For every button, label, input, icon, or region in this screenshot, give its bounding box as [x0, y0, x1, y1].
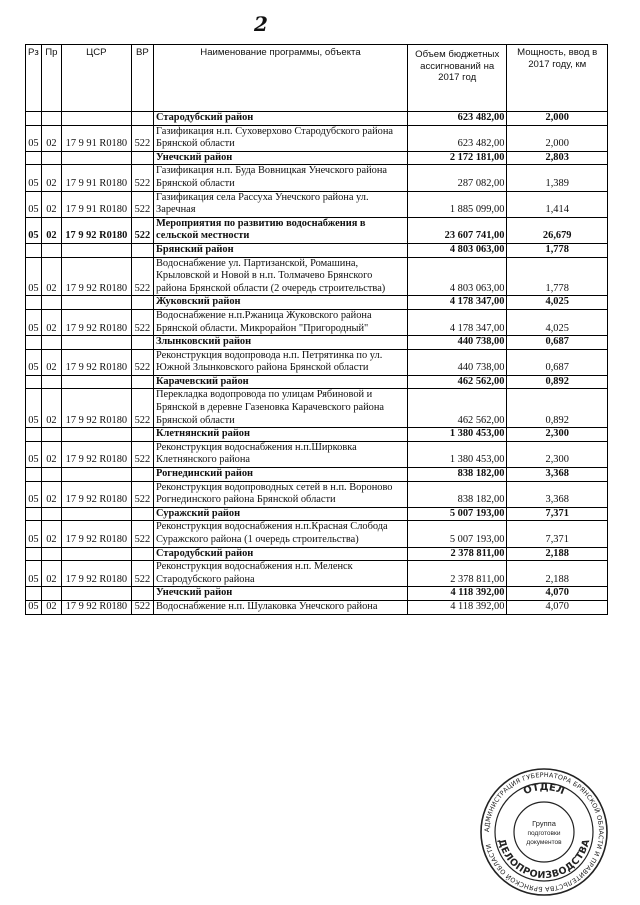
- cell-csr: 17 9 92 R0180: [61, 389, 131, 428]
- page-number: 2: [254, 12, 268, 36]
- table-row-object: [26, 561, 608, 587]
- cell-volume: 5 007 193,00: [407, 507, 506, 521]
- cell-volume: 2 172 181,00: [407, 151, 506, 165]
- cell-name: Суражский район: [154, 507, 408, 521]
- cell-pr: 02: [41, 257, 61, 296]
- cell-vr: [131, 547, 153, 561]
- cell-volume: 1 885 099,00: [407, 191, 506, 217]
- cell-name: Газификация н.п. Суховерхово Стародубского района Брянской области: [154, 125, 408, 151]
- table-row-object: [26, 125, 608, 151]
- cell-volume: 23 607 741,00: [407, 217, 506, 243]
- cell-name: Реконструкция водоснабжения н.п.Красная Слобода Суражского района (1 очередь строительства): [154, 521, 408, 547]
- cell-csr: 17 9 92 R0180: [61, 481, 131, 507]
- table-row-object: [26, 349, 608, 375]
- cell-name: Злынковский район: [154, 336, 408, 350]
- cell-rz: [26, 243, 42, 257]
- department-stamp: [478, 766, 610, 898]
- table-row-district: [26, 547, 608, 561]
- cell-pr: 02: [41, 191, 61, 217]
- header-power: Мощность, ввод в 2017 году, км: [507, 45, 608, 112]
- cell-csr: [61, 296, 131, 310]
- cell-volume: 838 182,00: [407, 468, 506, 482]
- cell-pr: 02: [41, 125, 61, 151]
- cell-csr: 17 9 91 R0180: [61, 125, 131, 151]
- cell-volume: 1 380 453,00: [407, 441, 506, 467]
- cell-name: Водоснабжение н.п. Шулаковка Унечского района: [154, 600, 408, 614]
- cell-volume: 4 803 063,00: [407, 257, 506, 296]
- cell-rz: [26, 587, 42, 601]
- table-row-district: [26, 151, 608, 165]
- cell-pr: [41, 243, 61, 257]
- cell-vr: 522: [131, 191, 153, 217]
- cell-vr: [131, 151, 153, 165]
- cell-rz: [26, 547, 42, 561]
- cell-rz: 05: [26, 600, 42, 614]
- table-row-district: [26, 428, 608, 442]
- cell-volume: 4 803 063,00: [407, 243, 506, 257]
- cell-pr: [41, 587, 61, 601]
- cell-rz: 05: [26, 561, 42, 587]
- cell-rz: [26, 375, 42, 389]
- cell-pr: [41, 151, 61, 165]
- svg-text:подготовки: подготовки: [527, 830, 561, 837]
- cell-volume: 623 482,00: [407, 112, 506, 126]
- cell-name: Газификация села Рассуха Унечского района ул. Заречная: [154, 191, 408, 217]
- cell-rz: [26, 112, 42, 126]
- table-row-district: [26, 112, 608, 126]
- cell-power: 7,371: [507, 521, 608, 547]
- cell-rz: 05: [26, 309, 42, 335]
- cell-vr: [131, 243, 153, 257]
- svg-text:ДЕЛОПРОИЗВОДСТВА: ДЕЛОПРОИЗВОДСТВА: [495, 837, 593, 882]
- table-row-district: [26, 336, 608, 350]
- cell-csr: [61, 112, 131, 126]
- cell-rz: [26, 336, 42, 350]
- cell-rz: 05: [26, 165, 42, 191]
- cell-name: Мероприятия по развитию водоснабжения в сельской местности: [154, 217, 408, 243]
- cell-name: Рогнединский район: [154, 468, 408, 482]
- cell-power: 2,000: [507, 112, 608, 126]
- header-name: Наименование программы, объекта: [154, 45, 408, 112]
- header-volume: Объем бюджетных ассигнований на 2017 год: [407, 45, 506, 112]
- cell-rz: 05: [26, 349, 42, 375]
- cell-csr: 17 9 92 R0180: [61, 349, 131, 375]
- cell-volume: 287 082,00: [407, 165, 506, 191]
- cell-power: 2,300: [507, 428, 608, 442]
- cell-name: Стародубский район: [154, 112, 408, 126]
- table-row-object: [26, 600, 608, 614]
- cell-csr: 17 9 92 R0180: [61, 257, 131, 296]
- cell-vr: [131, 428, 153, 442]
- cell-volume: 623 482,00: [407, 125, 506, 151]
- cell-volume: 440 738,00: [407, 336, 506, 350]
- table-row-object: [26, 441, 608, 467]
- cell-csr: 17 9 92 R0180: [61, 521, 131, 547]
- cell-name: Карачевский район: [154, 375, 408, 389]
- cell-name: Жуковский район: [154, 296, 408, 310]
- header-rz: Рз: [26, 45, 42, 112]
- cell-csr: 17 9 92 R0180: [61, 600, 131, 614]
- cell-volume: 462 562,00: [407, 389, 506, 428]
- cell-rz: [26, 296, 42, 310]
- cell-vr: [131, 507, 153, 521]
- table-row-object: [26, 481, 608, 507]
- cell-volume: 462 562,00: [407, 375, 506, 389]
- cell-vr: [131, 587, 153, 601]
- cell-power: 1,389: [507, 165, 608, 191]
- cell-volume: 4 178 347,00: [407, 309, 506, 335]
- cell-name: Брянский район: [154, 243, 408, 257]
- cell-vr: [131, 336, 153, 350]
- cell-vr: 522: [131, 521, 153, 547]
- cell-vr: [131, 296, 153, 310]
- table-row-district: [26, 507, 608, 521]
- cell-csr: 17 9 91 R0180: [61, 191, 131, 217]
- cell-vr: 522: [131, 561, 153, 587]
- svg-text:ОТДЕЛ: ОТДЕЛ: [522, 781, 566, 798]
- cell-power: 0,687: [507, 349, 608, 375]
- cell-vr: 522: [131, 600, 153, 614]
- cell-power: 2,188: [507, 561, 608, 587]
- table-row-district: [26, 375, 608, 389]
- table-row-object: [26, 389, 608, 428]
- cell-power: 7,371: [507, 507, 608, 521]
- cell-power: 4,070: [507, 600, 608, 614]
- cell-volume: 4 118 392,00: [407, 587, 506, 601]
- cell-vr: 522: [131, 441, 153, 467]
- cell-pr: [41, 507, 61, 521]
- cell-pr: [41, 112, 61, 126]
- table-row-district: [26, 296, 608, 310]
- cell-vr: [131, 468, 153, 482]
- cell-vr: 522: [131, 389, 153, 428]
- cell-rz: 05: [26, 257, 42, 296]
- cell-csr: [61, 468, 131, 482]
- cell-vr: 522: [131, 481, 153, 507]
- cell-pr: [41, 468, 61, 482]
- cell-pr: 02: [41, 389, 61, 428]
- cell-power: 4,070: [507, 587, 608, 601]
- cell-csr: [61, 243, 131, 257]
- cell-power: 2,300: [507, 441, 608, 467]
- cell-pr: [41, 336, 61, 350]
- cell-name: Водоснабжение н.п.Ржаница Жуковского района Брянской области. Микрорайон "Пригородный": [154, 309, 408, 335]
- cell-power: 0,687: [507, 336, 608, 350]
- cell-csr: [61, 375, 131, 389]
- cell-vr: 522: [131, 125, 153, 151]
- cell-csr: 17 9 91 R0180: [61, 165, 131, 191]
- cell-name: Реконструкция водопровода н.п. Петрятинка по ул. Южной Злынковского района Брянской области: [154, 349, 408, 375]
- cell-pr: 02: [41, 309, 61, 335]
- cell-power: 0,892: [507, 389, 608, 428]
- cell-pr: [41, 428, 61, 442]
- cell-vr: [131, 375, 153, 389]
- svg-text:Группа: Группа: [532, 819, 556, 828]
- table-row-object: [26, 191, 608, 217]
- cell-power: 2,803: [507, 151, 608, 165]
- cell-volume: 838 182,00: [407, 481, 506, 507]
- table-row-object: [26, 521, 608, 547]
- cell-csr: [61, 336, 131, 350]
- cell-name: Перекладка водопровода по улицам Рябиновой и Брянской в деревне Газеновка Карачевского района Брянской области: [154, 389, 408, 428]
- cell-csr: 17 9 92 R0180: [61, 217, 131, 243]
- cell-pr: 02: [41, 441, 61, 467]
- cell-rz: 05: [26, 481, 42, 507]
- cell-pr: 02: [41, 349, 61, 375]
- cell-vr: [131, 112, 153, 126]
- cell-power: 2,188: [507, 547, 608, 561]
- cell-vr: 522: [131, 309, 153, 335]
- cell-rz: 05: [26, 191, 42, 217]
- cell-power: 0,892: [507, 375, 608, 389]
- cell-volume: 2 378 811,00: [407, 547, 506, 561]
- svg-text:документов: документов: [526, 839, 562, 846]
- cell-volume: 4 118 392,00: [407, 600, 506, 614]
- cell-power: 4,025: [507, 309, 608, 335]
- cell-csr: [61, 587, 131, 601]
- header-vr: ВР: [131, 45, 153, 112]
- cell-name: Реконструкция водоснабжения н.п. Меленск Стародубского района: [154, 561, 408, 587]
- cell-pr: 02: [41, 165, 61, 191]
- cell-vr: 522: [131, 257, 153, 296]
- cell-vr: 522: [131, 349, 153, 375]
- cell-name: Реконструкция водоснабжения н.п.Ширковка Клетнянского района: [154, 441, 408, 467]
- cell-power: 4,025: [507, 296, 608, 310]
- stamp-seal-icon: [478, 766, 610, 898]
- cell-vr: 522: [131, 217, 153, 243]
- table-row-object: [26, 165, 608, 191]
- cell-rz: 05: [26, 389, 42, 428]
- cell-csr: 17 9 92 R0180: [61, 561, 131, 587]
- cell-rz: 05: [26, 441, 42, 467]
- header-pr: Пр: [41, 45, 61, 112]
- cell-rz: [26, 507, 42, 521]
- cell-volume: 4 178 347,00: [407, 296, 506, 310]
- cell-name: Клетнянский район: [154, 428, 408, 442]
- cell-name: Унечский район: [154, 151, 408, 165]
- cell-rz: [26, 468, 42, 482]
- cell-volume: 1 380 453,00: [407, 428, 506, 442]
- cell-name: Стародубский район: [154, 547, 408, 561]
- cell-name: Унечский район: [154, 587, 408, 601]
- cell-rz: 05: [26, 217, 42, 243]
- cell-pr: [41, 547, 61, 561]
- table-row-district: [26, 468, 608, 482]
- table-row-object: [26, 257, 608, 296]
- svg-text:АДМИНИСТРАЦИЯ ГУБЕРНАТОРА БРЯН: АДМИНИСТРАЦИЯ ГУБЕРНАТОРА БРЯНСКОЙ ОБЛАСТИ И ПРАВИТЕЛЬСТВА БРЯНСКОЙ ОБЛАСТИ: [482, 770, 606, 894]
- table-header-row: [26, 45, 608, 112]
- cell-vr: 522: [131, 165, 153, 191]
- budget-table: [25, 44, 608, 615]
- cell-name: Водоснабжение ул. Партизанской, Ромашина, Крыловской и Новой в н.п. Толмачево Брянского района Брянской области (2 очередь строительства): [154, 257, 408, 296]
- cell-volume: 440 738,00: [407, 349, 506, 375]
- table-row-district: [26, 243, 608, 257]
- cell-pr: [41, 296, 61, 310]
- cell-rz: 05: [26, 125, 42, 151]
- cell-pr: 02: [41, 217, 61, 243]
- cell-pr: 02: [41, 561, 61, 587]
- cell-power: 1,778: [507, 243, 608, 257]
- cell-rz: [26, 428, 42, 442]
- cell-pr: 02: [41, 521, 61, 547]
- cell-power: 1,778: [507, 257, 608, 296]
- cell-volume: 2 378 811,00: [407, 561, 506, 587]
- cell-power: 3,368: [507, 468, 608, 482]
- cell-power: 3,368: [507, 481, 608, 507]
- cell-power: 1,414: [507, 191, 608, 217]
- cell-csr: 17 9 92 R0180: [61, 441, 131, 467]
- cell-csr: [61, 428, 131, 442]
- table-row-district: [26, 217, 608, 243]
- cell-name: Газификация н.п. Буда Вовницкая Унечского района Брянской области: [154, 165, 408, 191]
- cell-rz: [26, 151, 42, 165]
- cell-csr: 17 9 92 R0180: [61, 309, 131, 335]
- cell-pr: 02: [41, 600, 61, 614]
- cell-name: Реконструкция водопроводных сетей в н.п. Вороново Рогнединского района Брянской области: [154, 481, 408, 507]
- cell-pr: [41, 375, 61, 389]
- cell-csr: [61, 547, 131, 561]
- cell-power: 26,679: [507, 217, 608, 243]
- cell-csr: [61, 151, 131, 165]
- header-csr: ЦСР: [61, 45, 131, 112]
- cell-csr: [61, 507, 131, 521]
- table-row-object: [26, 309, 608, 335]
- cell-rz: 05: [26, 521, 42, 547]
- cell-power: 2,000: [507, 125, 608, 151]
- cell-pr: 02: [41, 481, 61, 507]
- cell-volume: 5 007 193,00: [407, 521, 506, 547]
- table-row-district: [26, 587, 608, 601]
